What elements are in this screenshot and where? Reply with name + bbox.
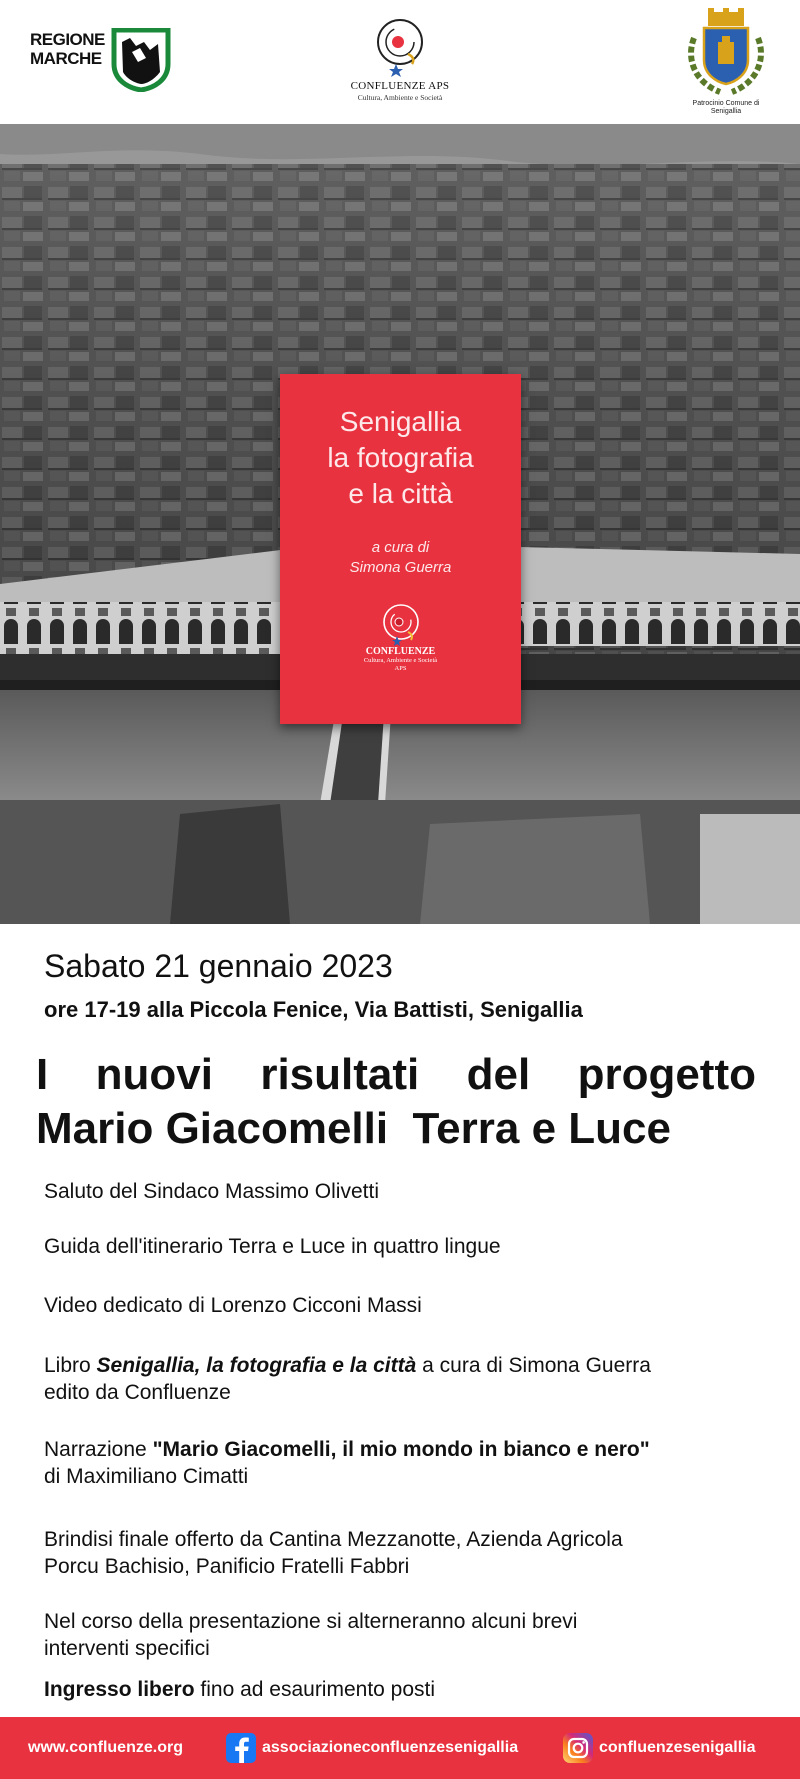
brindisi-line-1: Brindisi finale offerto da Cantina Mezzanotte, Azienda Agricola	[44, 1528, 623, 1551]
libro-line-2: edito da Confluenze	[44, 1381, 231, 1404]
ingresso-rest: fino ad esaurimento posti	[200, 1678, 436, 1701]
facebook-icon	[226, 1733, 256, 1763]
cover-curated-line: Simona Guerra	[349, 559, 452, 576]
libro-prefix: Libro	[44, 1354, 91, 1377]
program-item-saluto: Saluto del Sindaco Massimo Olivetti	[44, 1180, 379, 1203]
program-item-libro	[44, 1352, 764, 1406]
regione-marche-wordmark: REGIONE MARCHE	[30, 30, 105, 68]
event-time-venue: ore 17-19 alla Piccola Fenice, Via Battisti, Senigallia	[44, 997, 583, 1022]
cover-title-line: e la città	[348, 478, 453, 509]
program-item-video: Video dedicato di Lorenzo Cicconi Massi	[44, 1294, 422, 1317]
comune-caption: Patrocinio Comune di Senigallia	[692, 100, 760, 115]
cover-title-line: la fotografia	[327, 442, 474, 473]
cover-logo-sub: Cultura, Ambiente e Società	[363, 657, 438, 664]
event-headline	[36, 1048, 756, 1156]
program-item-narrazione	[44, 1436, 764, 1490]
book-cover	[280, 374, 521, 724]
libro-line-1	[44, 1352, 764, 1379]
city-aerial-photo	[0, 124, 800, 924]
brindisi-line-2: Porcu Bachisio, Panificio Fratelli Fabbri	[44, 1555, 410, 1578]
cover-title-line: Senigallia	[339, 406, 462, 437]
narrazione-line-1	[44, 1436, 764, 1463]
confluenze-logo	[330, 14, 470, 114]
regione-marche-logo	[30, 28, 170, 94]
program-item-interventi	[44, 1608, 764, 1662]
footer-website[interactable]	[28, 1717, 183, 1779]
corso-line-1: Nel corso della presentazione si alterneranno alcuni brevi	[44, 1610, 578, 1633]
program-item-guida: Guida dell'itinerario Terra e Luce in quattro lingue	[44, 1235, 501, 1258]
corso-line-2: interventi specifici	[44, 1637, 210, 1660]
book-cover-title	[280, 404, 521, 512]
cover-confluenze-logo	[280, 600, 521, 673]
facebook-handle[interactable]: associazioneconfluenzesenigallia	[262, 1739, 519, 1756]
website-link[interactable]: www.confluenze.org	[28, 1739, 183, 1756]
instagram-handle[interactable]: confluenzesenigallia	[599, 1739, 756, 1756]
footer-bar	[0, 1717, 800, 1779]
cover-curated-line: a cura di	[371, 539, 430, 556]
narrazione-prefix: Narrazione	[44, 1438, 147, 1461]
cover-logo-name: CONFLUENZE	[365, 646, 436, 657]
narrazione-title: "Mario Giacomelli, il mio mondo in bianco e nero"	[152, 1438, 650, 1461]
libro-suffix: a cura di Simona Guerra	[422, 1354, 651, 1377]
event-date: Sabato 21 gennaio 2023	[44, 948, 393, 984]
headline-line-2: Mario Giacomelli Terra e Luce	[36, 1104, 671, 1153]
comune-crest-icon	[680, 8, 772, 98]
footer-instagram[interactable]	[563, 1717, 755, 1779]
book-cover-curator	[280, 538, 521, 578]
cover-logo-aps: APS	[394, 665, 407, 672]
cover-confluenze-icon	[377, 600, 425, 646]
headline-line-1: I nuovi risultati del progetto	[36, 1050, 756, 1099]
header-logos	[0, 0, 800, 124]
program-item-brindisi	[44, 1526, 764, 1580]
regione-shield-icon	[110, 28, 172, 92]
confluenze-name: CONFLUENZE APS	[350, 80, 450, 92]
libro-title: Senigallia, la fotografia e la città	[96, 1354, 417, 1377]
instagram-icon	[563, 1733, 593, 1763]
ingresso-bold: Ingresso libero	[44, 1678, 195, 1701]
narrazione-line-2: di Maximiliano Cimatti	[44, 1465, 249, 1488]
comune-senigallia-logo	[676, 8, 776, 120]
footer-facebook[interactable]	[226, 1717, 518, 1779]
program-item-ingresso	[44, 1676, 764, 1703]
confluenze-spiral-icon	[370, 14, 430, 78]
confluenze-tagline: Cultura, Ambiente e Società	[357, 93, 443, 102]
